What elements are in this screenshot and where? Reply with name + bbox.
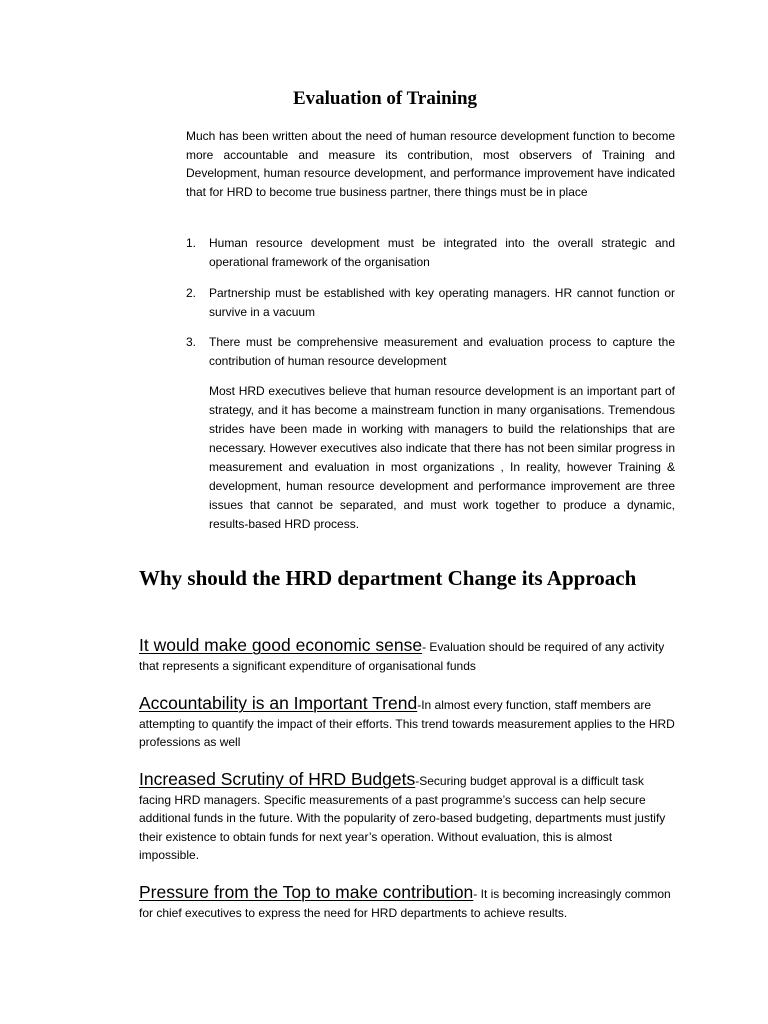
intro-paragraph: Much has been written about the need of human resource development function to become more accountable and measure its contribution, most observers of Training and Development, human resource development, and performance improvement have indicated that for HRD to become true business partner, there things must be in place (186, 129, 675, 200)
list-item-number: 2. (186, 286, 197, 300)
section-body: -Securing budget approval is a difficult task facing HRD managers. Specific measurements of a past programme’s success can help secure additional funds in the future. With the popularity of zero-based budgeting, departments must justify their existence to obtain funds for next year’s operation. Without evaluation, this is almost impossible. (139, 774, 666, 862)
section-economic-sense (139, 636, 675, 675)
title-text: Evaluation of Training (292, 88, 478, 109)
section-heading: Why should the HRD department Change its Approach (139, 566, 637, 590)
list-item (186, 333, 675, 371)
list-item-text: Human resource development must be integrated into the overall strategic and operational framework of the organisation (209, 236, 675, 269)
list-item-number: 3. (186, 335, 197, 349)
list-item-text: Partnership must be established with key operating managers. HR cannot function or survive in a vacuum (209, 286, 675, 319)
section-accountability (139, 694, 675, 752)
body-paragraph: Most HRD executives believe that human resource development is an important part of strategy, and it has become a mainstream function in many organisations. Tremendous strides have been made in working with managers to build the relationships that are necessary. However executives also indicate that there has not been similar progress in measurement and evaluation in most organizations , In reality, however Training & development, human resource development and performance improvement are three issues that cannot be separated, and must work together to produce a dynamic, results-based HRD process. (209, 384, 675, 531)
list-item-number: 1. (186, 236, 197, 250)
section-head: Increased Scrutiny of HRD Budgets (139, 769, 416, 789)
section-head: It would make good economic sense (139, 635, 423, 655)
list-item (186, 284, 675, 322)
list-item (186, 234, 675, 272)
section-body: -In almost every function, staff members are attempting to quantify the impact of their efforts. This trend towards measurement applies to the HRD professions as well (139, 698, 675, 749)
section-scrutiny (139, 770, 675, 865)
list-item-text: There must be comprehensive measurement and evaluation process to capture the contribution of human resource development (209, 335, 675, 368)
section-head: Pressure from the Top to make contribution (139, 882, 474, 902)
section-head: Accountability is an Important Trend (139, 693, 418, 713)
page-title (0, 88, 768, 110)
section-pressure (139, 883, 675, 922)
section-body: - It is becoming increasingly common for chief executives to express the need for HRD departments to achieve results. (139, 887, 671, 920)
section-body: - Evaluation should be required of any activity that represents a significant expenditure of organisational funds (139, 640, 665, 673)
